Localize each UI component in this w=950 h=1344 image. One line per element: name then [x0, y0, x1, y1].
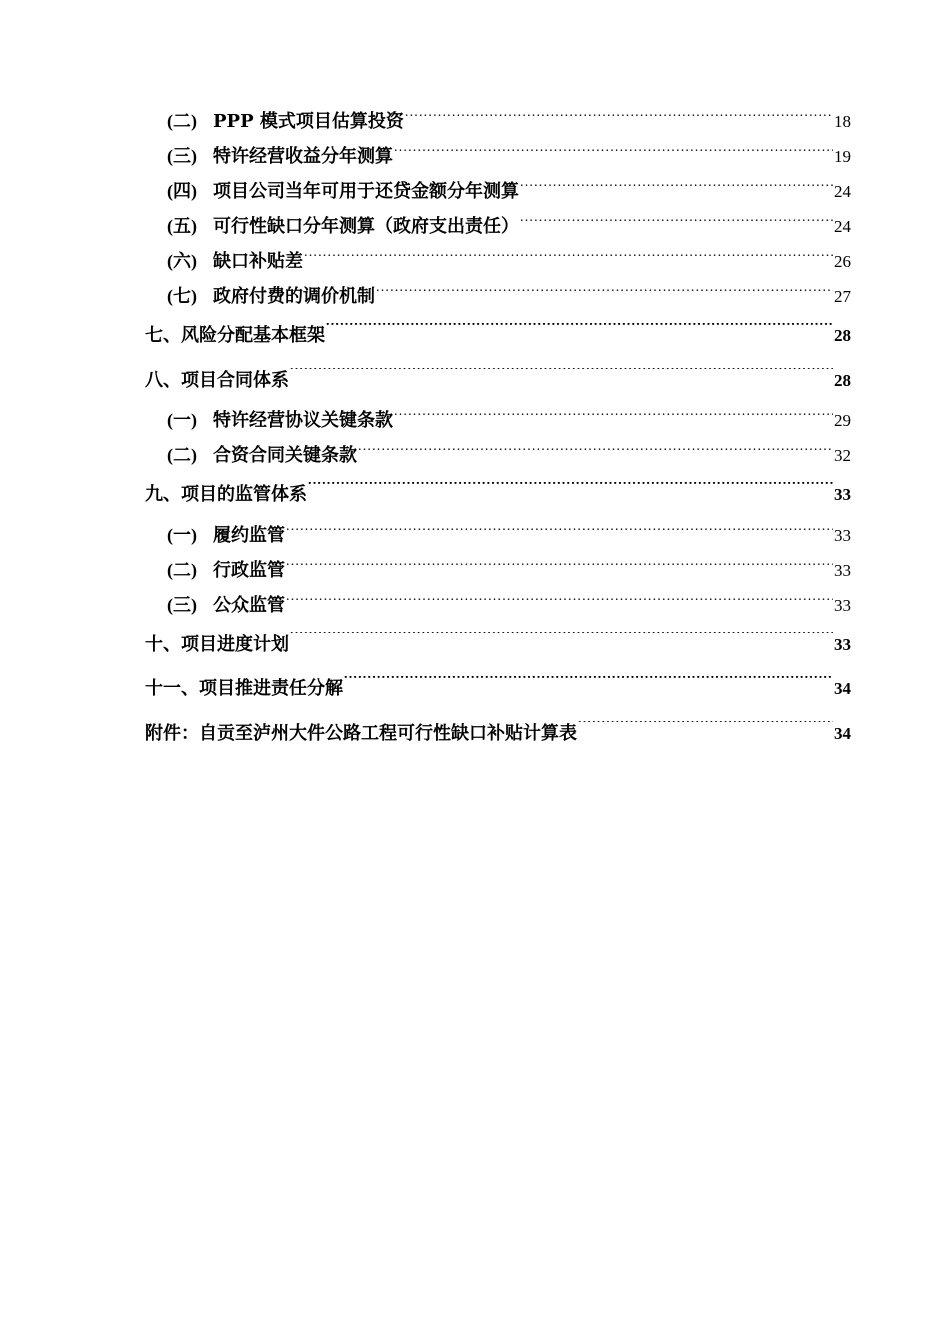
- toc-entry-page: 33: [834, 525, 851, 545]
- dot-leader: [405, 109, 833, 127]
- toc-entry-number: (二): [167, 559, 197, 580]
- toc-entry-title: 合资合同关键条款: [213, 445, 357, 466]
- dot-leader: [290, 368, 833, 386]
- toc-entry-number: (四): [167, 181, 197, 201]
- toc-entry-number: (一): [167, 524, 197, 545]
- toc-entry-page: 33: [834, 560, 851, 580]
- toc-entry-number: (五): [167, 216, 197, 236]
- toc-entry[interactable]: [145, 139, 851, 174]
- toc-entry[interactable]: [145, 174, 851, 209]
- toc-appendix-title: 附件：自贡至泸州大件公路工程可行性缺口补贴计算表: [145, 722, 577, 744]
- toc-entry[interactable]: [145, 209, 851, 244]
- toc-entry[interactable]: [145, 244, 851, 279]
- table-of-contents: [145, 104, 851, 756]
- toc-entry-page: 18: [834, 112, 851, 131]
- toc-chapter-title: 七、风险分配基本框架: [145, 325, 325, 346]
- toc-chapter-page: 33: [834, 634, 851, 654]
- toc-chapter-title: 十一、项目推进责任分解: [145, 678, 343, 699]
- toc-entry-page: 24: [834, 217, 851, 236]
- toc-entry-page: 26: [834, 252, 851, 271]
- dot-leader: [358, 443, 833, 461]
- toc-chapter-page: 34: [834, 679, 851, 698]
- toc-appendix[interactable]: [145, 712, 851, 757]
- toc-entry-page: 32: [834, 446, 851, 465]
- dot-leader: [578, 721, 833, 739]
- toc-chapter-page: 33: [834, 485, 851, 504]
- toc-chapter-page: 28: [834, 326, 851, 345]
- toc-entry-page: 24: [834, 182, 851, 201]
- dot-leader: [394, 144, 833, 162]
- toc-entry-number: (二): [167, 445, 197, 465]
- toc-entry-number: (一): [167, 410, 197, 430]
- toc-chapter-title: 九、项目的监管体系: [145, 484, 307, 505]
- toc-entry[interactable]: [145, 403, 851, 438]
- toc-appendix-page: 34: [834, 723, 851, 743]
- toc-entry-page: 29: [834, 411, 851, 430]
- dot-leader: [290, 632, 833, 650]
- toc-entry[interactable]: [145, 438, 851, 473]
- toc-entry-title: 特许经营协议关键条款: [213, 410, 393, 431]
- dot-leader: [304, 249, 833, 267]
- toc-entry-number: (六): [167, 251, 197, 271]
- dot-leader: [308, 482, 833, 500]
- toc-entry-page: 19: [834, 147, 851, 166]
- toc-entry-title: 缺口补贴差: [213, 251, 303, 272]
- dot-leader: [520, 214, 833, 232]
- toc-entry-title: 特许经营收益分年测算: [213, 146, 393, 167]
- toc-entry-number: (二): [167, 111, 197, 131]
- toc-entry-title: PPP 模式项目估算投资: [213, 111, 404, 132]
- toc-entry[interactable]: [145, 553, 851, 588]
- toc-entry-title: 政府付费的调价机制: [213, 286, 375, 307]
- toc-entry[interactable]: [145, 588, 851, 623]
- toc-chapter-title: 十、项目进度计划: [145, 633, 289, 655]
- dot-leader: [376, 284, 833, 302]
- toc-entry-title: 行政监管: [213, 559, 285, 581]
- dot-leader: [394, 408, 833, 426]
- dot-leader: [344, 676, 833, 694]
- dot-leader: [326, 323, 833, 341]
- toc-chapter-page: 28: [834, 370, 851, 390]
- toc-entry[interactable]: [145, 518, 851, 553]
- dot-leader: [286, 558, 833, 576]
- toc-entry-title: 可行性缺口分年测算（政府支出责任）: [213, 216, 519, 237]
- toc-entry-page: 33: [834, 595, 851, 615]
- toc-entry-page: 27: [834, 287, 851, 306]
- toc-chapter-title: 八、项目合同体系: [145, 369, 289, 391]
- dot-leader: [286, 523, 833, 541]
- toc-chapter[interactable]: [145, 314, 851, 359]
- toc-entry-title: 项目公司当年可用于还贷金额分年测算: [213, 181, 519, 202]
- dot-leader: [286, 593, 833, 611]
- toc-entry[interactable]: [145, 279, 851, 314]
- toc-entry-number: (七): [167, 286, 197, 306]
- toc-chapter[interactable]: [145, 359, 851, 404]
- toc-entry[interactable]: [145, 104, 851, 139]
- toc-entry-number: (三): [167, 146, 197, 166]
- toc-chapter[interactable]: [145, 473, 851, 518]
- toc-entry-title: 公众监管: [213, 594, 285, 616]
- dot-leader: [520, 179, 833, 197]
- toc-entry-title: 履约监管: [213, 524, 285, 546]
- toc-chapter[interactable]: [145, 623, 851, 668]
- toc-chapter[interactable]: [145, 667, 851, 712]
- toc-entry-number: (三): [167, 594, 197, 615]
